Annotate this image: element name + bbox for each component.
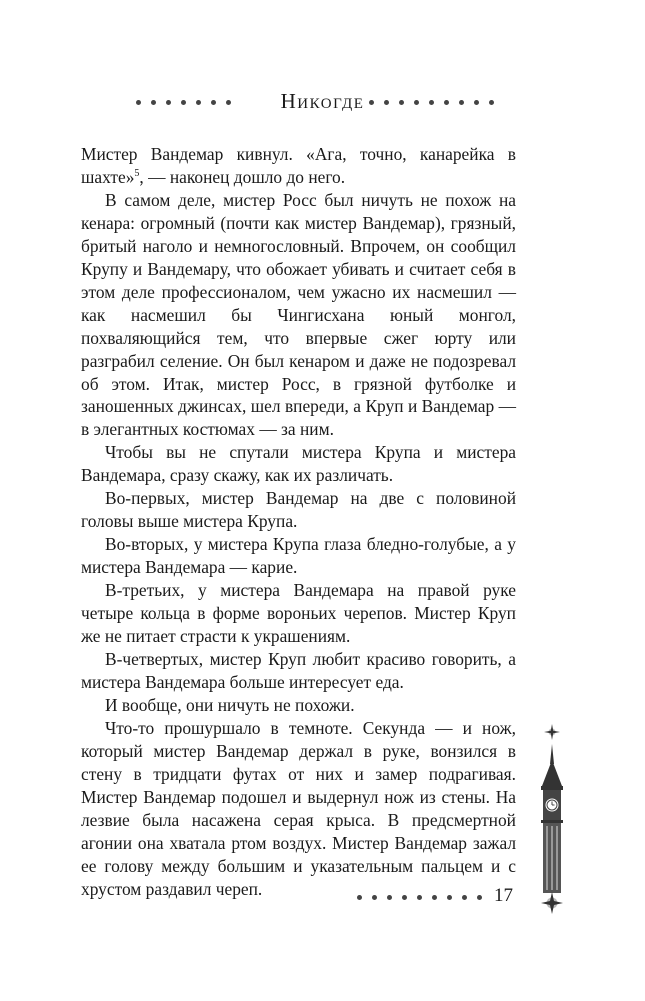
paragraph-text: Мистер Вандемар кивнул. «Ага, точно, канарейка в шахте» [81,144,516,187]
running-title: Никогде [280,89,365,113]
right-dot-leader-icon [369,100,499,108]
sparkle-star-icon [544,724,560,740]
footnote-ref[interactable]: 5 [134,167,140,179]
paragraph: И вообще, они ничуть не похожи. [105,694,355,715]
page-footer [0,885,645,909]
paragraph: В самом деле, мистер Росс был ничуть не похож на кенара: огромный (почти как мистер Вандемар), грязный, бритый наголо и немногословный. Впрочем, он сообщил Крупу и Вандемару, что обожает убивать и считает себя в этом деле профессионалом, чем ужасно их насмешил — как насмешил бы Чингисхана юный монгол, похваляющийся тем, что впервые сжег юрту или разграбил селение. Он был кенаром и даже не подозревал об этом. Итак, мистер Росс, в грязной футболке и заношенных джинсах, шел впереди, а Круп и Вандемар — в элегантных костюмах — за ним. [81,189,516,440]
paragraph [81,143,516,189]
page-header [0,86,645,122]
paragraph: В-третьих, у мистера Вандемара на правой руке четыре кольца в форме вороньих черепов. Мистер Круп же не питает страсти к украшениям. [81,580,516,647]
paragraph: Чтобы вы не спутали мистера Крупа и мистера Вандемара, сразу скажу, как их различать. [81,442,516,486]
paragraph: Во-первых, мистер Вандемар на две с половиной головы выше мистера Крупа. [81,488,516,532]
paragraph: Что-то прошуршало в темноте. Секунда — и нож, который мистер Вандемар держал в руке, вонзился в стену в тридцати футах от них и замер подрагивая. Мистер Вандемар подошел и выдернул нож из стены. На лезвие была насажена серая крыса. В предсмертной агонии она хватала ртом воздух. Мистер Вандемар зажал ее голову между большим и указательным пальцем и с хрустом раздавил череп. [81,717,516,899]
paragraph-text: , — наконец дошло до него. [139,166,346,187]
footer-dot-leader-icon [357,895,487,903]
body-text [81,143,516,900]
page-number: 17 [494,885,513,906]
paragraph: В-четвертых, мистер Круп любит красиво говорить, а мистера Вандемара больше интересует еда. [81,648,516,692]
paragraph: Во-вторых, у мистера Крупа глаза бледно-голубые, а у мистера Вандемара — карие. [81,534,516,578]
